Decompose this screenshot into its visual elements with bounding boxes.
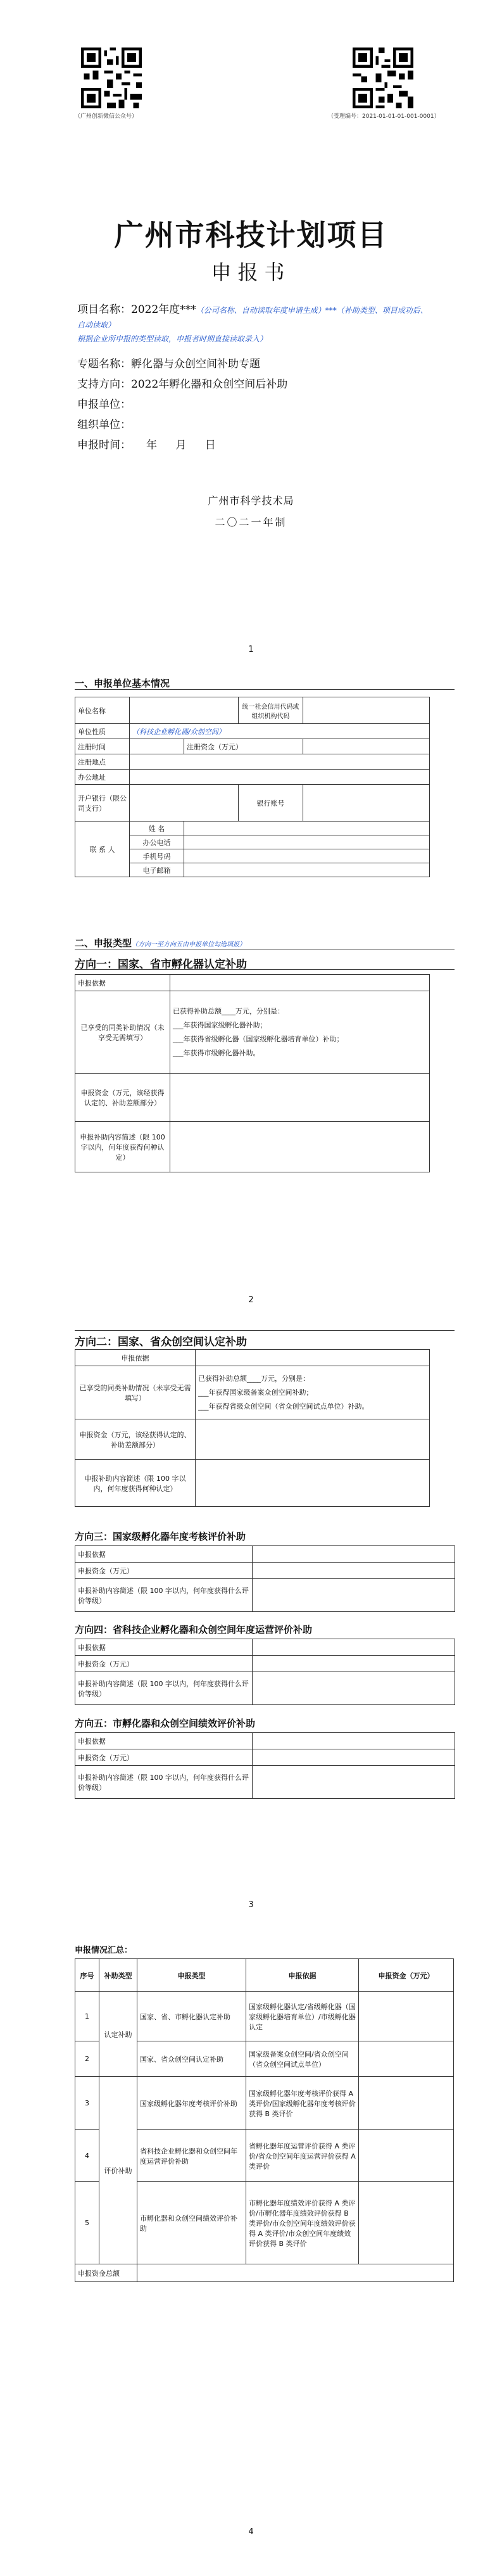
application-type: 国家级孵化器年度考核评价补助 [137,2077,246,2130]
contact-phone-field[interactable] [184,835,430,849]
application-basis: 市孵化器年度绩效评价获得 A 类评价/市孵化器年度绩效评价获得 B 类评价/市众创空间年度绩效评价获得 A 类评价/市众创空间年度绩效评价获得 B 类评价 [246,2182,359,2264]
history-line: ___年获得省级孵化器（国家级孵化器培育单位）补助； [173,1034,344,1043]
column-header: 补助类型 [99,1959,137,1992]
unit-nature-field[interactable]: （科技企业孵化器/众创空间） [130,724,430,739]
field-label: 专题名称： [77,358,131,371]
content-field[interactable] [253,1672,455,1705]
direction-2-table [75,1349,430,1507]
content-field[interactable] [253,1766,455,1799]
total-amount-field[interactable] [137,2264,454,2282]
row-label: 申报依据 [75,1350,196,1366]
row-label: 单位名称 [75,697,130,724]
section-basic-info-title: 一、申报单位基本情况 [75,678,170,689]
row-label: 申报资金（万元） [75,1563,253,1579]
row-number: 2 [75,2041,99,2077]
unit-name-field[interactable] [130,697,239,724]
application-type: 国家、省众创空间认定补助 [137,2041,246,2077]
field-project-name-note: 根据企业所申报的类型读取，申报者时期直接读取录入） [77,334,268,343]
summary-table [75,1958,454,2282]
total-label: 申报资金总额 [75,2264,137,2282]
row-label: 申报资金（万元，该经获得认定的、补助差额部分） [75,1419,196,1460]
office-address-field[interactable] [130,770,430,785]
history-line: ___年获得国家级备案众创空间补助； [198,1388,313,1397]
qr-code-right [353,48,413,108]
page-number: 2 [248,1295,254,1305]
contact-email-field[interactable] [184,863,430,877]
history-line: ___年获得省级众创空间（省众创空间试点单位）补助。 [198,1402,369,1411]
direction-5-title: 方向五：市孵化器和众创空间绩效评价补助 [75,1718,256,1729]
direction-3-title: 方向三：国家级孵化器年度考核评价补助 [75,1531,246,1542]
column-header: 序号 [75,1959,99,1992]
direction-divider [75,969,455,970]
page-divider [75,1330,455,1331]
table-row [75,1992,454,2041]
qr-right-caption: （受理编号：2021-01-01-01-001-0001） [328,113,440,120]
amount-field[interactable] [253,1749,455,1766]
basic-info-table [75,697,430,877]
row-label: 办公地址 [75,770,130,785]
row-label: 申报资金（万元） [75,1656,253,1672]
row-label: 申报补助内容简述（限 100 字以内，何年度获得什么评价等级） [75,1766,253,1799]
application-type: 市孵化器和众创空间绩效评价补助 [137,2182,246,2264]
row-number: 5 [75,2182,99,2264]
row-label: 申报补助内容简述（限 100 字以内，何年度获得何种认定） [75,1460,196,1507]
contact-item-label: 电子邮箱 [130,863,184,877]
page-number: 1 [248,645,254,654]
table-row [75,2264,454,2282]
application-basis: 国家级孵化器认定/省级孵化器（国家级孵化器培育单位）/市级孵化器认定 [246,1992,359,2041]
reg-address-field[interactable] [130,754,430,770]
contact-name-field[interactable] [184,822,430,835]
contact-item-label: 办公电话 [130,835,184,849]
direction-4-title: 方向四：省科技企业孵化器和众创空间年度运营评价补助 [75,1624,313,1635]
page-number: 4 [248,2527,254,2537]
row-label: 申报依据 [75,1639,253,1656]
amount-field[interactable] [253,1656,455,1672]
field-value: 年 月 日 [146,439,216,452]
row-label: 统一社会信用代码或组织机构代码 [239,697,303,724]
row-label: 联 系 人 [75,822,130,877]
column-header: 申报资金（万元） [359,1959,454,1992]
direction-1-title: 方向一：国家、省市孵化器认定补助 [75,958,247,971]
direction-1-table [75,974,430,1172]
document-title: 广州市科技计划项目 [114,218,388,252]
application-basis: 国家级孵化器年度考核评价获得 A 类评价/国家级孵化器年度考核评价获得 B 类评价 [246,2077,359,2130]
history-line: 已获得补助总额____万元，分别是： [198,1374,310,1383]
field-label: 项目名称： [77,303,131,316]
row-label: 申报依据 [75,975,170,991]
row-label: 申报依据 [75,1733,253,1749]
field-label: 支持方向： [77,378,131,391]
application-basis: 省孵化器年度运营评价获得 A 类评价/省众创空间年度运营评价获得 A 类评价 [246,2130,359,2182]
issuing-year: 二〇二一年制 [215,516,287,528]
row-label: 申报补助内容简述（限 100 字以内，何年度获得何种认定） [75,1122,170,1172]
application-type: 省科技企业孵化器和众创空间年度运营评价补助 [137,2130,246,2182]
row-label: 注册时间 [75,739,130,754]
table-row [75,2077,454,2130]
application-type: 国家、省、市孵化器认定补助 [137,1992,246,2041]
amount-field[interactable] [196,1419,430,1460]
section-divider [75,689,455,690]
field-label: 申报时间： [77,439,131,452]
amount-field[interactable] [359,1992,454,2041]
contact-item-label: 姓 名 [130,822,184,835]
row-label: 申报依据 [75,1546,253,1563]
history-line: ___年获得国家级孵化器补助； [173,1020,267,1029]
application-basis: 国家级备案众创空间/省众创空间（省众创空间试点单位） [246,2041,359,2077]
content-field[interactable] [253,1579,455,1612]
row-number: 3 [75,2077,99,2130]
amount-field[interactable] [359,2041,454,2077]
row-label: 已享受的同类补助情况（未享受无需填写） [75,991,170,1074]
subsidy-group: 认定补助 [99,1992,137,2077]
field-organizer [77,416,131,431]
amount-field[interactable] [170,1074,430,1122]
row-label: 注册地点 [75,754,130,770]
page-number: 3 [248,1900,254,1910]
row-label: 申报资金（万元，该经获得认定的、补助差额部分） [75,1074,170,1122]
field-project-name [77,303,432,332]
history-line: 已获得补助总额____万元，分别是： [173,1006,284,1015]
row-label: 申报资金（万元） [75,1749,253,1766]
amount-field[interactable] [359,2130,454,2182]
field-value: 2022年孵化器和众创空间后补助 [131,378,288,391]
column-header: 申报类型 [137,1959,246,1992]
row-label: 申报补助内容简述（限 100 字以内，何年度获得什么评价等级） [75,1579,253,1612]
contact-item-label: 手机号码 [130,849,184,863]
row-label: 开户银行（限公司支行） [75,785,130,822]
basis-field[interactable] [170,975,430,991]
issuing-organization: 广州市科学技术局 [208,495,294,507]
basis-field[interactable] [253,1546,455,1563]
credit-code-field[interactable] [303,697,430,724]
row-number: 1 [75,1992,99,2041]
basis-field[interactable] [196,1350,430,1366]
section-title-note: （方向一至方向五由申报单位勾选填报） [132,941,246,948]
row-label: 已享受的同类补助情况（未享受无需填写） [75,1366,196,1419]
direction-2-title: 方向二：国家、省众创空间认定补助 [75,1336,247,1348]
direction-3-table [75,1545,455,1612]
qr-left-caption: （广州创新微信公众号） [75,113,138,120]
basis-field[interactable] [253,1639,455,1656]
bank-field[interactable] [130,785,239,822]
row-label: 银行账号 [239,785,303,822]
amount-field[interactable] [359,2182,454,2264]
reg-time-field[interactable] [130,739,184,754]
reg-capital-field[interactable] [303,739,430,754]
contact-mobile-field[interactable] [184,849,430,863]
column-header: 申报依据 [246,1959,359,1992]
direction-4-table [75,1639,455,1705]
summary-title: 申报情况汇总： [75,1946,133,1955]
row-label: 申报补助内容简述（限 100 字以内，何年度获得什么评价等级） [75,1672,253,1705]
field-value: 2022年度*** [131,303,196,316]
field-note: （公司名称、自动读取年度申请生成）***（补助类型、项目成功后、 自动读取） [77,306,428,329]
section-title-text: 二、申报类型 [75,937,132,949]
field-topic [77,355,260,371]
row-label: 注册资金（万元） [184,739,303,754]
history-field[interactable] [170,991,430,1074]
history-field[interactable] [196,1366,430,1419]
account-field[interactable] [303,785,430,822]
direction-5-table [75,1732,455,1799]
section-application-type-title [75,936,246,949]
field-applicant [77,395,131,411]
row-number: 4 [75,2130,99,2182]
field-label: 申报单位： [77,398,131,411]
field-value: 孵化器与众创空间补助专题 [131,358,260,371]
qr-code-left [81,48,142,108]
document-subtitle: 申报书 [211,260,291,284]
history-line: ___年获得市级孵化器补助。 [173,1048,260,1057]
basis-field[interactable] [253,1733,455,1749]
row-label: 单位性质 [75,724,130,739]
field-direction [77,375,287,391]
amount-field[interactable] [253,1563,455,1579]
subsidy-group: 评价补助 [99,2077,137,2264]
field-label: 组织单位： [77,419,131,431]
amount-field[interactable] [359,2077,454,2130]
field-date [77,436,216,452]
content-field[interactable] [170,1122,430,1172]
content-field[interactable] [196,1460,430,1507]
